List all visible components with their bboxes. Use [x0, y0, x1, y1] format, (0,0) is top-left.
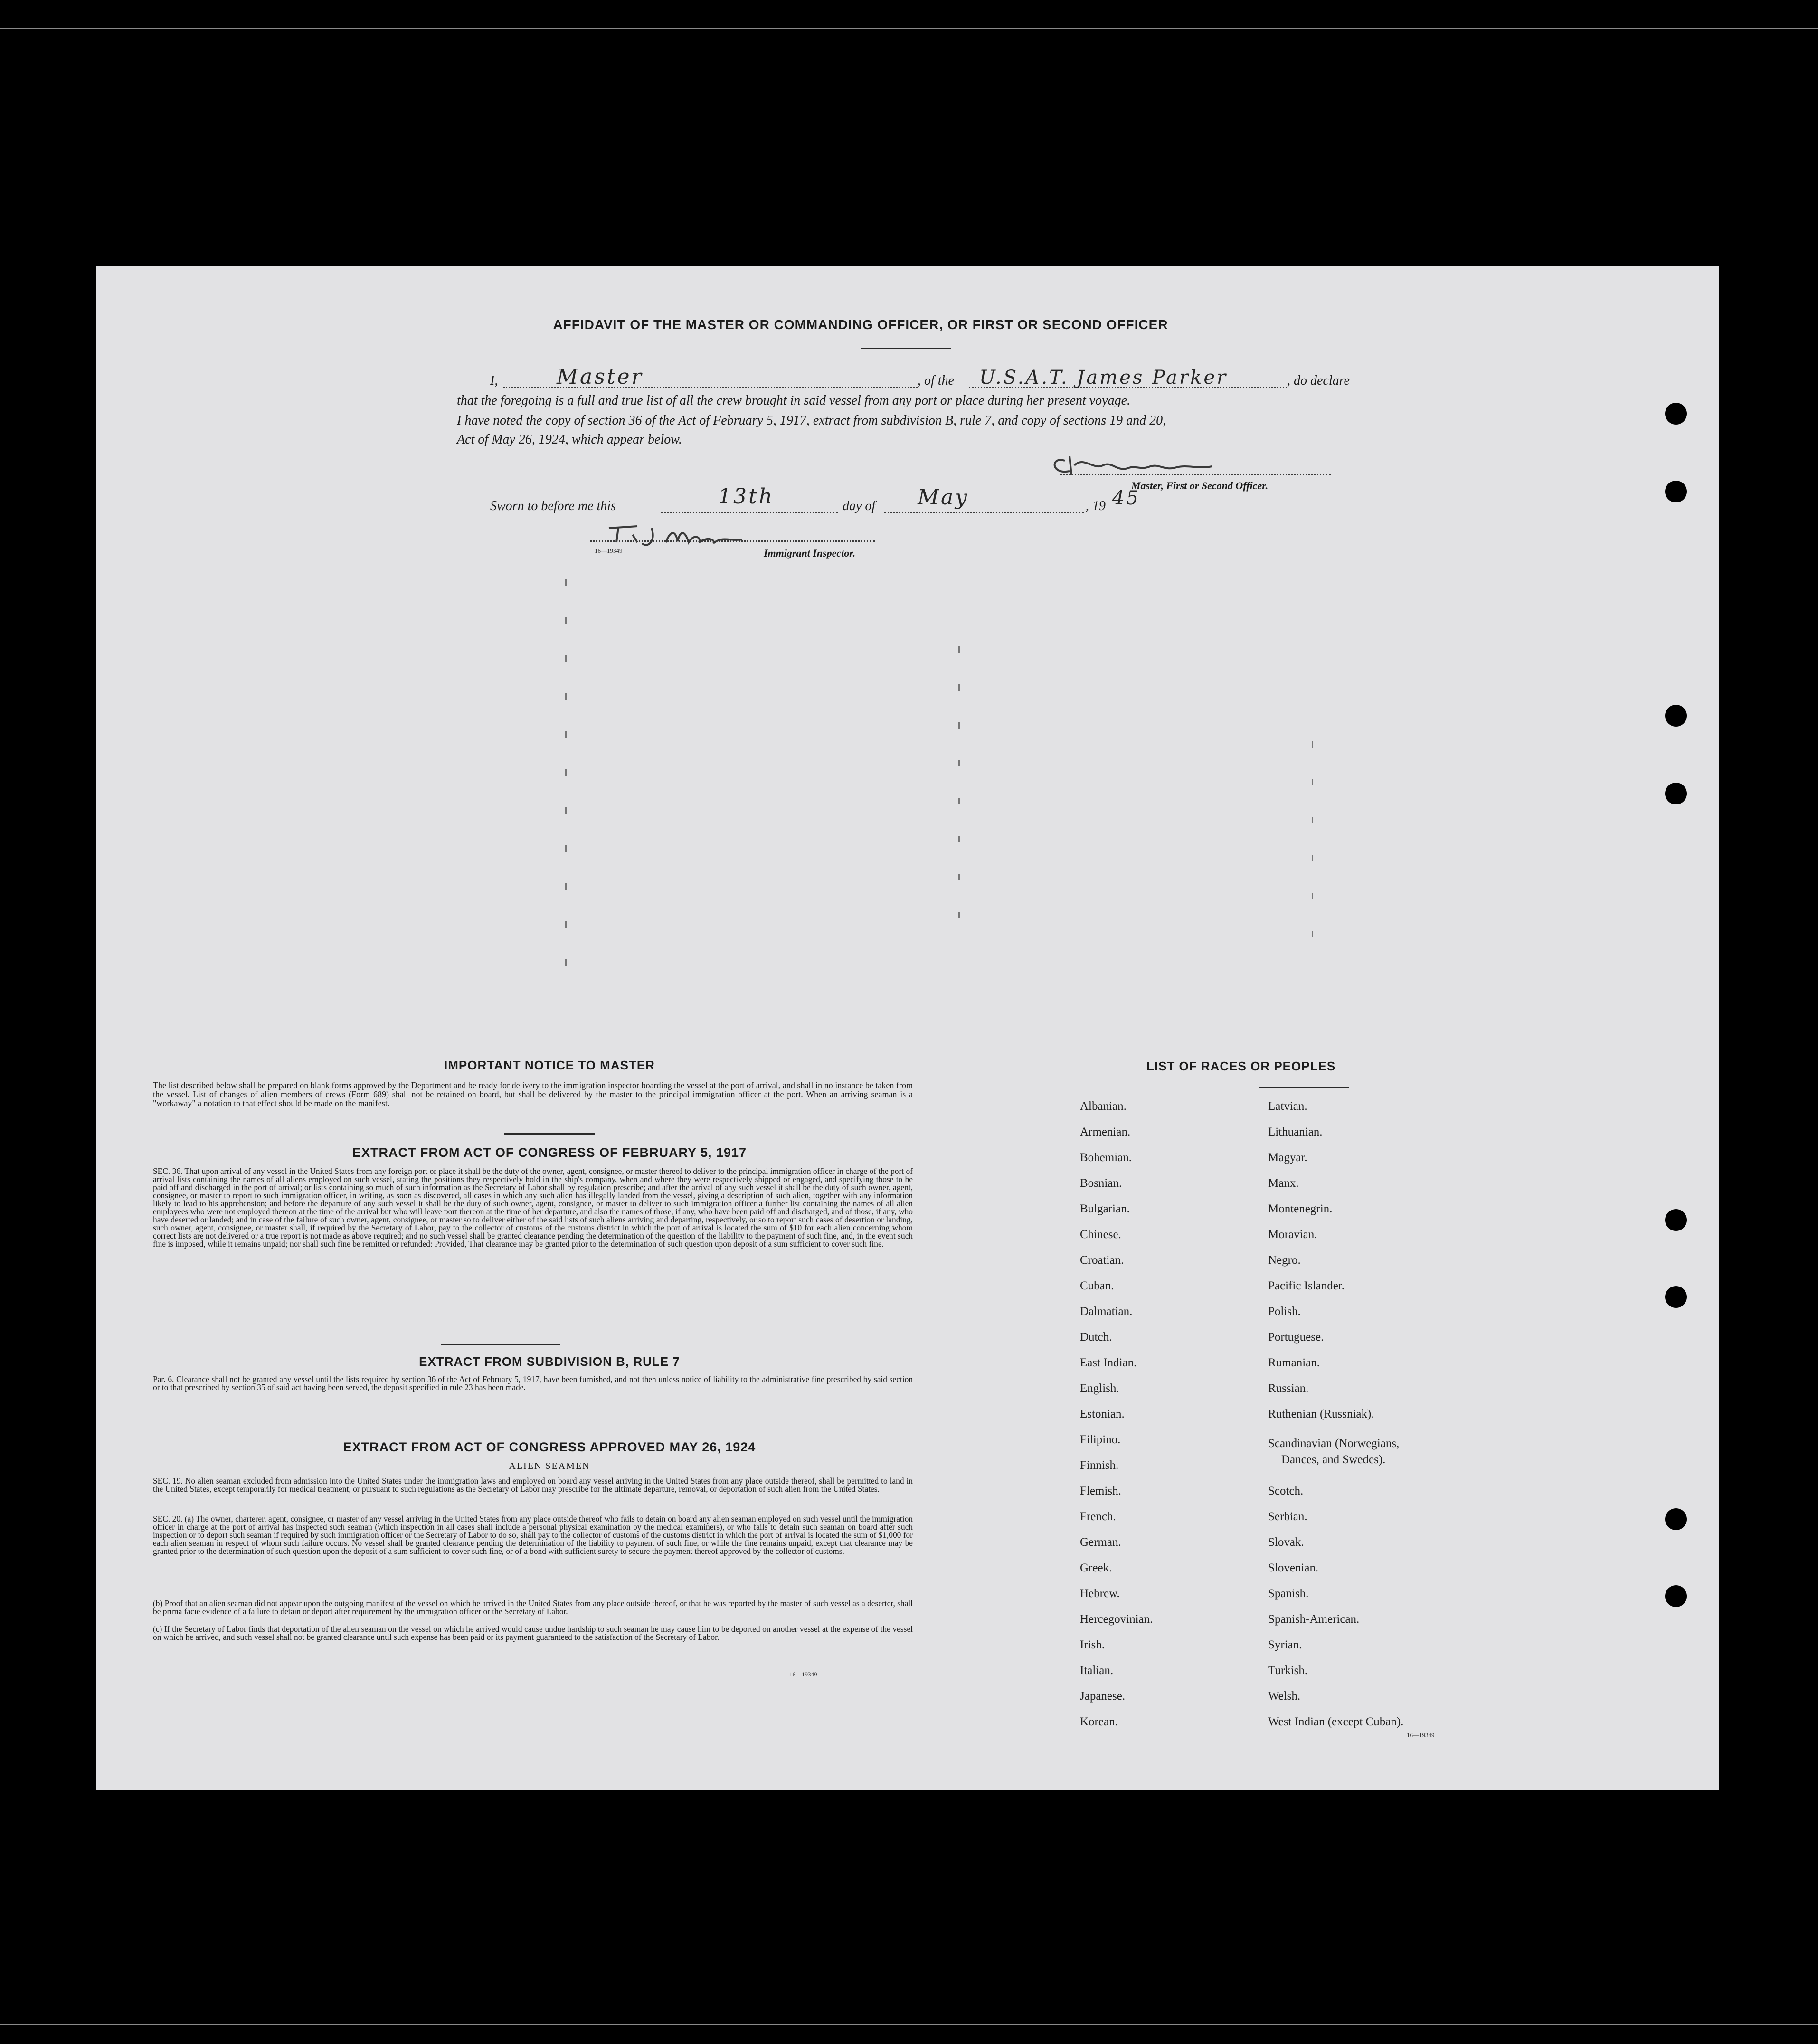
race-item: Ruthenian (Russniak). — [1268, 1408, 1374, 1420]
bleed-mark — [565, 655, 567, 662]
race-item: Serbian. — [1268, 1510, 1307, 1523]
bleed-mark — [1312, 931, 1313, 937]
race-item: Turkish. — [1268, 1664, 1308, 1677]
bleed-mark — [958, 722, 960, 729]
sworn-year: 45 — [1112, 487, 1140, 509]
extract-1924-sec20a: SEC. 20. (a) The owner, charterer, agent, consignee, or master of any vessel arriving in the United States from any place outside thereof who fails to detain on board any alien seaman employed on such vessel until the immigration officer in charge at the port of arrival has inspected such seaman (which inspection in all cases shall include a personal physical examination by the medical examiners), or who fails to detain such seaman on board after such inspection or to deport such seaman if required by such immigration officer or the Secretary of Labor to do so, shall pay to the collector of customs of the customs district in which the port of arrival is located the sum of $1,000 for each alien seaman in respect of whom such failure occurs. No vessel shall be granted clearance pending the determination of the liability to payment of such fine, or while the fine remains unpaid, except that clearance may be granted prior to the determination of such question upon the deposit of a sum sufficient to cover such fine, or of a bond with sufficient surety to secure the payment thereof approved by the collector of customs. — [153, 1514, 913, 1556]
punch-hole — [1665, 1508, 1687, 1530]
race-item: Slovak. — [1268, 1536, 1304, 1549]
bleed-mark — [565, 769, 567, 776]
bleed-mark — [565, 617, 567, 624]
punch-hole — [1665, 481, 1687, 502]
bleed-mark — [1312, 741, 1313, 748]
declaration-line-1 — [490, 365, 1459, 391]
race-item: English. — [1080, 1382, 1119, 1395]
race-item: Dalmatian. — [1080, 1305, 1133, 1318]
race-item: Dances, and Swedes). — [1281, 1453, 1386, 1466]
race-item: Japanese. — [1080, 1690, 1126, 1703]
race-item: Filipino. — [1080, 1433, 1121, 1446]
master-label: Master, First or Second Officer. — [1131, 480, 1269, 492]
races-title: LIST OF RACES OR PEOPLES — [1146, 1059, 1336, 1073]
race-item: Manx. — [1268, 1177, 1299, 1190]
race-item: Polish. — [1268, 1305, 1301, 1318]
scan-edge-bottom — [0, 2024, 1818, 2025]
punch-hole — [1665, 783, 1687, 804]
bleed-mark — [1312, 817, 1313, 823]
race-item: Korean. — [1080, 1715, 1118, 1728]
race-item: Cuban. — [1080, 1279, 1114, 1292]
document-page — [96, 266, 1719, 1790]
race-item: West Indian (except Cuban). — [1268, 1715, 1404, 1728]
day-of-label: day of — [843, 499, 876, 513]
race-item: Latvian. — [1268, 1100, 1307, 1113]
day-fill-line — [661, 512, 838, 513]
race-item: Portuguese. — [1268, 1331, 1324, 1344]
bleed-mark — [1312, 893, 1313, 899]
race-item: Spanish-American. — [1268, 1613, 1360, 1626]
bleed-mark — [565, 731, 567, 738]
subdivision-b-title: EXTRACT FROM SUBDIVISION B, RULE 7 — [419, 1354, 680, 1369]
notice-divider — [504, 1133, 595, 1135]
race-item: Irish. — [1080, 1638, 1105, 1651]
extract-1924-subtitle: ALIEN SEAMEN — [509, 1461, 590, 1471]
inspector-label: Immigrant Inspector. — [764, 547, 856, 559]
race-item: Bulgarian. — [1080, 1202, 1130, 1215]
race-item: Chinese. — [1080, 1228, 1121, 1241]
declaration-line-4: Act of May 26, 1924, which appear below. — [457, 432, 682, 447]
signer-role: Master — [557, 365, 644, 389]
race-item: East Indian. — [1080, 1356, 1137, 1369]
extract-1924-title: EXTRACT FROM ACT OF CONGRESS APPROVED MAY 26, 1924 — [343, 1440, 756, 1454]
race-item: Syrian. — [1268, 1638, 1302, 1651]
bleed-mark — [958, 646, 960, 653]
race-item: Scotch. — [1268, 1485, 1304, 1497]
do-declare-label: , do declare — [1287, 373, 1350, 388]
bleed-mark — [958, 912, 960, 918]
extract-1924-sec20c: (c) If the Secretary of Labor finds that deportation of the alien seaman on the vessel on which he arrived would cause undue hardship to such seaman he may cause him to be deported on another vessel at the expense of the vessel on which he arrived, and such vessel shall not be granted clearance until such expense has been paid or its payment guaranteed to the satisfaction of the Secretary of Labor. — [153, 1624, 913, 1642]
bleed-mark — [958, 760, 960, 766]
race-item: Welsh. — [1268, 1690, 1301, 1703]
punch-hole — [1665, 705, 1687, 727]
bleed-mark — [565, 807, 567, 814]
bleed-mark — [565, 959, 567, 966]
race-item: Moravian. — [1268, 1228, 1317, 1241]
bleed-mark — [958, 798, 960, 804]
race-item: Spanish. — [1268, 1587, 1309, 1600]
sworn-label: Sworn to before me this — [490, 499, 616, 513]
declaration-line-3: I have noted the copy of section 36 of the Act of February 5, 1917, extract from subdivision B, rule 7, and copy of sections 19 and 20, — [457, 413, 1166, 428]
bleed-mark — [565, 921, 567, 928]
race-item: Montenegrin. — [1268, 1202, 1333, 1215]
master-signature — [1046, 446, 1226, 484]
race-item: Pacific Islander. — [1268, 1279, 1345, 1292]
race-item: Estonian. — [1080, 1408, 1125, 1420]
race-item: Italian. — [1080, 1664, 1114, 1677]
race-item: Slovenian. — [1268, 1561, 1319, 1574]
race-item: Croatian. — [1080, 1254, 1124, 1267]
year-prefix: , 19 — [1086, 499, 1106, 513]
notice-text: The list described below shall be prepared on blank forms approved by the Department and be ready for delivery to the immigration inspector boarding the vessel at the port of arrival, and shall in no instance be taken from the vessel. List of changes of alien members of crews (Form 689) shall not be retained on board, but shall be delivered by the master to the principal immigration officer at the port. When an arriving seaman is a "workaway" a notation to that effect should be made on the manifest. — [153, 1080, 913, 1108]
race-item: Russian. — [1268, 1382, 1309, 1395]
scan-edge-top — [0, 28, 1818, 29]
race-item: Lithuanian. — [1268, 1126, 1323, 1138]
bleed-mark — [958, 684, 960, 691]
bleed-mark — [958, 874, 960, 880]
master-signature-line — [1060, 474, 1331, 475]
month-fill-line — [884, 512, 1084, 513]
race-item: Greek. — [1080, 1561, 1112, 1574]
subdivision-b-text: Par. 6. Clearance shall not be granted any vessel until the lists required by section 36 of the Act of February 5, 1917, have been furnished, and not then unless notice of liability to the administrative fine prescribed by said section or to that prescribed by section 35 of said act having been served, the deposit specified in rule 23 has been made. — [153, 1374, 913, 1392]
race-item: Hercegovinian. — [1080, 1613, 1153, 1626]
race-item: Negro. — [1268, 1254, 1301, 1267]
affidavit-form-number: 16—19349 — [595, 547, 623, 554]
extract-form-number: 16—19349 — [789, 1671, 817, 1678]
extract-1917-divider — [441, 1344, 560, 1345]
i-label: I, — [490, 373, 498, 388]
extract-1924-sec19: SEC. 19. No alien seaman excluded from admission into the United States under the immigration laws and employed on board any vessel arriving in the United States from any place outside thereof, shall be permitted to land in the United States, except temporarily for medical treatment, or pursuant to such regulations as the Secretary of Labor may prescribe for the ultimate departure, removal, or deportation of such alien from the United States. — [153, 1476, 913, 1494]
race-item: German. — [1080, 1536, 1121, 1549]
race-item: Albanian. — [1080, 1100, 1127, 1113]
notice-title: IMPORTANT NOTICE TO MASTER — [444, 1058, 655, 1072]
extract-1917-text: SEC. 36. That upon arrival of any vessel in the United States from any foreign port or place it shall be the duty of the owner, agent, consignee, or master thereof to deliver to the principal immigration officer in charge of the port of arrival lists containing the names of all aliens employed on such vessel, stating the positions they respectively hold in the ship's company, when and where they were respectively shipped or engaged, and specifying those to be paid off and discharged in the port of arrival; or lists containing so much of such information as the Secretary of Labor shall by regulation prescribe; and after the arrival of any such vessel it shall be the duty of such owner, agent, consignee, or master to report to such immigration officer, in writing, as soon as discovered, all cases in which any such alien has illegally landed from the vessel, giving a description of such alien, together with any information likely to lead to his apprehension; and before the departure of any such vessel it shall be the duty of such owner, agent, consignee, or master to deliver to such immigration officer a further list containing the names of all alien employees who were not employed thereon at the time of the arrival but who will leave port thereon at the time of her departure, and also the names of those, if any, who have been paid off and discharged, and of those, if any, who have deserted or landed; and in case of the failure of such owner, agent, consignee, or master so to deliver either of the said lists of such aliens arriving and departing, respectively, or so to report such cases of desertion or landing, such owner, agent, consignee, or master shall, if required by the Secretary of Labor, pay to the collector of customs of the customs district in which the port of arrival is located the sum of $10 for each alien concerning whom correct lists are not delivered or a true report is not made as above required; and no such vessel shall be granted clearance pending the determination of the question of the liability to the payment of such fine, and, in the event such fine is imposed, while it remains unpaid; nor shall such fine be remitted or refunded: Provided, That clearance may be granted prior to the determination of such question upon deposit of a sum sufficient to cover such fine. — [153, 1166, 913, 1249]
race-item: Hebrew. — [1080, 1587, 1120, 1600]
race-item: Dutch. — [1080, 1331, 1112, 1344]
race-item: Finnish. — [1080, 1459, 1119, 1472]
vessel-name: U.S.A.T. James Parker — [979, 367, 1228, 388]
punch-hole — [1665, 1286, 1687, 1308]
affidavit-title: AFFIDAVIT OF THE MASTER OR COMMANDING OFFICER, OR FIRST OR SECOND OFFICER — [553, 317, 1168, 332]
inspector-signature-line — [590, 540, 875, 542]
bleed-mark — [1312, 855, 1313, 861]
race-item: Armenian. — [1080, 1126, 1131, 1138]
bleed-mark — [565, 845, 567, 852]
bleed-mark — [565, 883, 567, 890]
bleed-mark — [565, 579, 567, 586]
punch-hole — [1665, 1585, 1687, 1607]
race-item: Bohemian. — [1080, 1151, 1132, 1164]
bleed-mark — [958, 836, 960, 842]
title-underline — [861, 348, 951, 349]
extract-1917-title: EXTRACT FROM ACT OF CONGRESS OF FEBRUARY 5, 1917 — [352, 1145, 747, 1160]
race-item: Magyar. — [1268, 1151, 1307, 1164]
punch-hole — [1665, 1209, 1687, 1231]
bleed-mark — [565, 693, 567, 700]
race-item: Bosnian. — [1080, 1177, 1122, 1190]
race-item: Flemish. — [1080, 1485, 1121, 1497]
inspector-signature — [599, 519, 780, 552]
races-title-underline — [1259, 1087, 1349, 1088]
sworn-month: May — [918, 485, 969, 510]
race-item: Scandinavian (Norwegians, — [1268, 1437, 1400, 1450]
declaration-line-2: that the foregoing is a full and true list of all the crew brought in said vessel from any port or place during her present voyage. — [457, 393, 1131, 408]
race-item: Rumanian. — [1268, 1356, 1320, 1369]
races-form-number: 16—19349 — [1407, 1732, 1435, 1739]
of-the-label: , of the — [918, 373, 954, 388]
punch-hole — [1665, 403, 1687, 425]
extract-1924-sec20b: (b) Proof that an alien seaman did not appear upon the outgoing manifest of the vessel on which he arrived in the United States from any place outside thereof, or that he was reported by the master of such vessel as a deserter, shall be prima facie evidence of a failure to detain or deport after requirement by the immigration officer or the Secretary of Labor. — [153, 1599, 913, 1616]
bleed-mark — [1312, 779, 1313, 785]
sworn-day: 13th — [718, 484, 775, 509]
race-item: French. — [1080, 1510, 1116, 1523]
